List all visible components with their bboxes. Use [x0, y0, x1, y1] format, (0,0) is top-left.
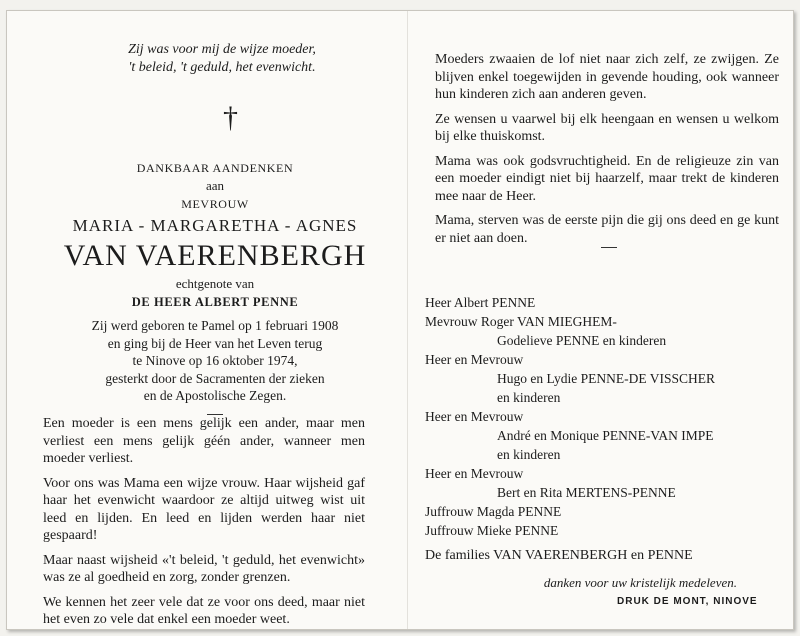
surname: VAN VAERENBERGH	[63, 239, 367, 272]
spouse-intro: echtgenote van	[175, 276, 255, 291]
paragraph: Moeders zwaaien de lof niet naar zich zelf, ze zwijgen. Ze blijven enkel toegewijden in gevende houding, ook wanneer hun kinderen zich aan anderen geven.	[435, 52, 779, 102]
paragraph: Mama was ook godsvruchtigheid. En de religieuze zin van een moeder eindigt niet bij haarzelf, maar trekt de kinderen mee naar de Heer.	[435, 153, 779, 204]
header-line: DANKBAAR AANDENKEN	[136, 161, 294, 175]
motto	[107, 41, 337, 77]
paragraph: We kennen het zeer vele dat ze voor ons deed, maar niet het even zo vele dat enkel een moeder weet.	[43, 594, 365, 627]
family-member-line: Mevrouw Roger VAN MIEGHEM-	[425, 314, 617, 329]
family-member-line: en kinderen	[497, 447, 561, 462]
bio-line: Zij werd geboren te Pamel op 1 februari 1908	[91, 318, 339, 333]
dedication-block	[35, 159, 395, 415]
motto-line: 't beleid, 't geduld, het evenwicht.	[128, 60, 316, 75]
family-member-line: Heer Albert PENNE	[425, 295, 536, 310]
family-member-line: Hugo en Lydie PENNE-DE VISSCHER	[497, 371, 715, 386]
cross-icon: †	[223, 101, 238, 134]
paragraph: Voor ons was Mama een wijze vrouw. Haar wijsheid gaf haar het evenwicht waardoor ze altijd uitweg wist uit leed en lijden. En leed en lijden werden haar niet gespaard!	[43, 475, 365, 543]
family-member-line: Heer en Mevrouw	[425, 466, 524, 481]
thanks-line: danken voor uw kristelijk medeleven.	[543, 575, 737, 590]
full-name: MARIA - MARGARETHA - AGNES	[72, 216, 358, 235]
spouse-name: DE HEER ALBERT PENNE	[131, 295, 299, 309]
family-member-line: Heer en Mevrouw	[425, 352, 524, 367]
paragraph: Ze wensen u vaarwel bij elk heengaan en wensen u welkom bij elke thuiskomst.	[435, 111, 779, 144]
title-line: MEVROUW	[181, 197, 249, 211]
bio-line: en ging bij de Heer van het Leven terug	[107, 335, 323, 351]
fold-line	[407, 11, 408, 629]
aan-line: aan	[205, 178, 225, 193]
motto-line: Zij was voor mij de wijze moeder,	[128, 42, 316, 57]
families-line: De families VAN VAERENBERGH en PENNE	[425, 548, 693, 563]
family-member-line: André en Monique PENNE-VAN IMPE	[497, 428, 714, 443]
bio-line: en de Apostolische Zegen.	[143, 388, 287, 403]
memorial-card	[6, 10, 794, 630]
paragraph: Mama, sterven was de eerste pijn die gij ons deed en ge kunt er niet aan doen.	[435, 213, 779, 246]
family-member-line: Juffrouw Magda PENNE	[425, 504, 562, 519]
bio-line: gesterkt door de Sacramenten der zieken	[105, 370, 325, 386]
left-paragraphs	[43, 415, 365, 636]
family-member-line: Godelieve PENNE en kinderen	[497, 333, 667, 348]
paragraph: Maar naast wijsheid «'t beleid, 't geduld, het evenwicht» was ze al goedheid en zorg, zonder grenzen.	[43, 552, 365, 585]
paragraph: Een moeder is een mens gelijk een ander, maar men verliest een mens gelijk géén ander, wanneer men moeder verliest.	[43, 416, 365, 466]
right-paragraphs	[435, 51, 779, 254]
family-member-line: Heer en Mevrouw	[425, 409, 524, 424]
family-member-line: Juffrouw Mieke PENNE	[425, 523, 559, 538]
family-list	[425, 293, 775, 592]
family-member-line: Bert en Rita MERTENS-PENNE	[497, 485, 676, 500]
divider	[601, 247, 617, 248]
printer-credit: DRUK DE MONT, NINOVE	[617, 596, 758, 607]
family-member-line: en kinderen	[497, 390, 561, 405]
bio-line: te Ninove op 16 oktober 1974,	[132, 353, 298, 368]
